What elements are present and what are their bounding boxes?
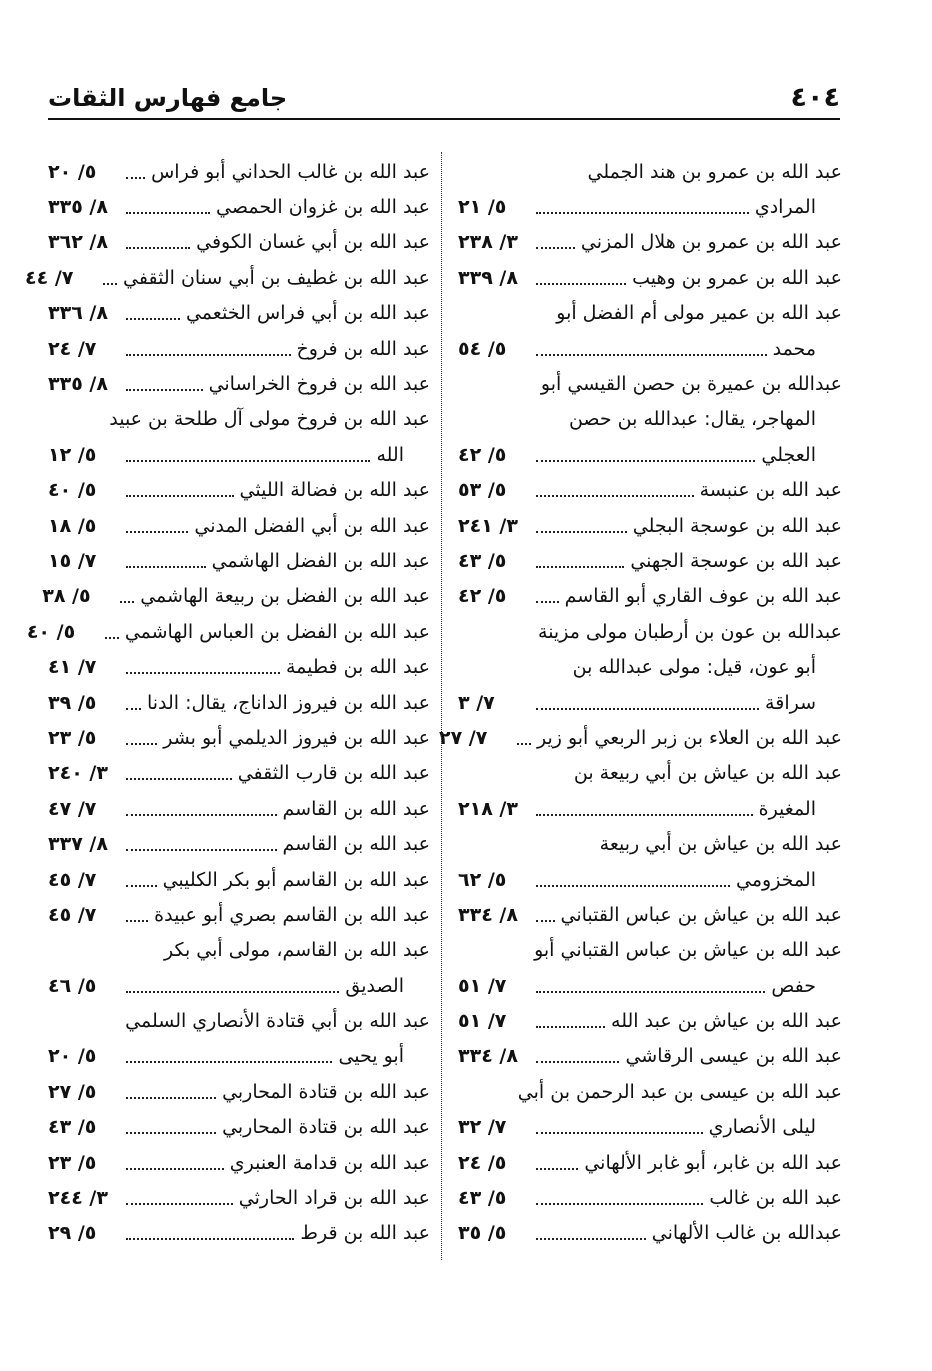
entry-line	[48, 1180, 430, 1215]
entry-name: عبد الله بن عمرو بن هند الجملي	[587, 160, 842, 183]
index-entry	[458, 579, 842, 614]
entry-reference: ٨/ ٣٣٧	[48, 833, 108, 856]
entry-line	[48, 685, 430, 720]
leader-dots	[536, 1168, 578, 1170]
leader-dots	[536, 212, 749, 214]
leader-dots	[126, 1238, 294, 1240]
entry-name: المخزومي	[736, 868, 816, 891]
index-entry	[48, 296, 430, 331]
entry-line	[458, 508, 842, 543]
entry-line	[458, 402, 842, 437]
entry-line	[48, 1110, 430, 1145]
index-entry	[458, 826, 842, 897]
entry-name: عبد الله بن فروخ الخراساني	[208, 373, 430, 396]
entry-line	[48, 437, 430, 472]
entry-line	[26, 614, 430, 649]
index-entry	[458, 508, 842, 543]
entry-line	[458, 685, 842, 720]
entry-line	[458, 1074, 842, 1109]
leader-dots	[126, 1061, 332, 1063]
entry-name: عبد الله بن عوسجة البجلي	[632, 514, 842, 537]
entry-line	[48, 473, 430, 508]
entry-line	[48, 189, 430, 224]
entry-reference: ٥/ ٢٧	[48, 1080, 97, 1103]
index-entry	[48, 331, 430, 366]
entry-reference: ٧/ ٣	[458, 691, 495, 714]
leader-dots	[536, 495, 694, 497]
index-entry	[48, 189, 430, 224]
entry-line	[42, 579, 430, 614]
entry-line	[458, 862, 842, 897]
entry-line	[48, 1003, 430, 1038]
index-entry	[458, 225, 842, 260]
entry-line	[48, 543, 430, 578]
entry-line	[458, 154, 842, 189]
entry-reference: ٥/ ٢٣	[48, 1151, 97, 1174]
index-entry	[48, 1110, 430, 1145]
entry-name: الله	[376, 443, 404, 466]
entry-line	[458, 437, 842, 472]
entry-name: سراقة	[765, 691, 816, 714]
leader-dots	[126, 460, 370, 462]
entry-name: عبد الله بن فيروز الداناج، يقال: الدنا	[146, 691, 430, 714]
entry-name: عبد الله بن عمير مولى أم الفضل أبو	[556, 302, 842, 325]
entry-name: عبد الله بن أبي الفضل المدني	[194, 514, 430, 537]
entry-reference: ٥/ ٣٨	[42, 585, 91, 608]
entry-line	[458, 614, 842, 649]
leader-dots	[126, 778, 232, 780]
entry-line	[458, 1180, 842, 1215]
leader-dots	[126, 531, 188, 533]
entry-line	[458, 1039, 842, 1074]
index-entry	[48, 826, 430, 861]
index-entry	[48, 756, 430, 791]
entry-line	[48, 968, 430, 1003]
index-entry	[458, 154, 842, 225]
index-entry	[458, 473, 842, 508]
entry-line	[25, 260, 430, 295]
entry-line	[458, 791, 842, 826]
entry-name: عبد الله بن قتادة المحاربي	[222, 1080, 430, 1103]
entry-name: الصديق	[345, 974, 404, 997]
entry-line	[48, 826, 430, 861]
entry-reference: ٥/ ٤٣	[458, 549, 507, 572]
leader-dots	[536, 531, 627, 533]
entry-line	[48, 1145, 430, 1180]
entry-reference: ٥/ ٢٤	[458, 1151, 507, 1174]
entry-line	[48, 756, 430, 791]
entry-line	[48, 791, 430, 826]
entry-line	[48, 649, 430, 684]
leader-dots	[536, 991, 765, 993]
entry-line	[458, 1110, 842, 1145]
entry-name: عبد الله بن غزوان الحمصي	[216, 196, 430, 219]
entry-reference: ٣/ ٢٤٤	[48, 1187, 108, 1210]
leader-dots	[517, 743, 531, 745]
entry-reference: ٨/ ٣٣٥	[48, 373, 108, 396]
entry-line	[458, 1003, 842, 1038]
entry-reference: ٨/ ٣٣٤	[458, 903, 518, 926]
entry-reference: ٥/ ٢٠	[48, 1045, 97, 1068]
leader-dots	[126, 566, 206, 568]
entry-line	[458, 826, 842, 861]
leader-dots	[120, 601, 134, 603]
entry-line	[48, 933, 430, 968]
entry-line	[48, 508, 430, 543]
entry-reference: ٥/ ٤٦	[48, 974, 97, 997]
leader-dots	[126, 247, 190, 249]
leader-dots	[536, 247, 575, 249]
entry-name: عبد الله بن الفضل بن العباس الهاشمي	[124, 620, 430, 643]
entry-line	[48, 1039, 430, 1074]
entry-reference: ٥/ ١٨	[48, 514, 97, 537]
entry-line	[48, 1074, 430, 1109]
entry-line	[458, 933, 842, 968]
page-header	[48, 78, 840, 120]
leader-dots	[126, 708, 141, 710]
index-entry	[458, 1074, 842, 1145]
leader-dots	[536, 1238, 646, 1240]
index-entry	[42, 579, 430, 614]
entry-name: عبد الله بن فطيمة	[285, 656, 430, 679]
entry-name: عبد الله بن غالب	[709, 1187, 842, 1210]
index-entry	[458, 1180, 842, 1215]
leader-dots	[126, 495, 234, 497]
entry-name: عبد الله بن غابر، أبو غابر الألهاني	[584, 1151, 842, 1174]
entry-line	[48, 1216, 430, 1251]
entry-name: عبد الله بن أبي قتادة الأنصاري السلمي	[125, 1010, 430, 1033]
leader-dots	[105, 637, 119, 639]
leader-dots	[126, 354, 291, 356]
entry-line	[438, 720, 842, 755]
index-entry	[25, 260, 430, 295]
entry-reference: ٨/ ٣٣٦	[48, 302, 108, 325]
entry-name: عبد الله بن عيسى بن عبد الرحمن بن أبي	[517, 1080, 842, 1103]
entry-reference: ٥/ ٣٩	[48, 691, 97, 714]
index-entry	[48, 402, 430, 473]
leader-dots	[126, 849, 277, 851]
entry-name: عبد الله بن أبي فراس الخثعمي	[185, 302, 430, 325]
entry-reference: ٥/ ٢١	[458, 196, 507, 219]
entry-reference: ٣/ ٢٤٠	[48, 762, 108, 785]
index-entry	[438, 720, 842, 755]
entry-name: عبد الله بن عمرو بن وهيب	[632, 266, 842, 289]
entry-reference: ٥/ ٢٣	[48, 726, 97, 749]
entry-line	[48, 225, 430, 260]
entry-name: عبد الله بن عوسجة الجهني	[630, 549, 842, 572]
leader-dots	[536, 566, 624, 568]
entry-name: أبو يحيى	[338, 1045, 404, 1068]
entry-line	[458, 1216, 842, 1251]
entry-line	[458, 331, 842, 366]
index-entry	[458, 1003, 842, 1038]
entry-name: عبد الله بن عمرو بن هلال المزني	[580, 231, 842, 254]
entry-name: عبد الله بن عياش بن عباس القتباني أبو	[534, 939, 842, 962]
index-entry	[48, 1145, 430, 1180]
leader-dots	[536, 708, 759, 710]
entry-name: عبد الله بن فضالة الليثي	[239, 479, 430, 502]
entry-line	[48, 862, 430, 897]
entry-line	[48, 720, 430, 755]
entry-reference: ٧/ ٤١	[48, 656, 97, 679]
index-entry	[48, 225, 430, 260]
index-entry	[48, 649, 430, 684]
leader-dots	[126, 318, 180, 320]
entry-name: عبدالله بن عون بن أرطبان مولى مزينة	[538, 620, 842, 643]
leader-dots	[536, 283, 626, 285]
index-entry	[458, 1039, 842, 1074]
entry-name: المهاجر، يقال: عبدالله بن حصن	[568, 408, 816, 431]
entry-reference: ٧/ ٤٧	[48, 797, 97, 820]
leader-dots	[536, 460, 755, 462]
entry-reference: ٥/ ٥٤	[458, 337, 507, 360]
entry-reference: ٧/ ٤٤	[25, 266, 74, 289]
entry-reference: ٥/ ٢٩	[48, 1222, 97, 1245]
entry-line	[458, 473, 842, 508]
index-entry	[48, 154, 430, 189]
index-entry	[458, 614, 842, 720]
entry-line	[458, 260, 842, 295]
entry-reference: ٥/ ٣٥	[458, 1222, 507, 1245]
leader-dots	[103, 283, 117, 285]
entry-name: ليلى الأنصاري	[708, 1116, 816, 1139]
entry-reference: ٧/ ١٥	[48, 549, 97, 572]
entry-name: عبدالله بن غالب الألهاني	[651, 1222, 842, 1245]
entry-reference: ٥/ ٤٢	[458, 585, 507, 608]
leader-dots	[536, 885, 730, 887]
entry-reference: ٧/ ٣٢	[458, 1116, 507, 1139]
column-divider	[441, 152, 442, 1260]
leader-dots	[126, 177, 145, 179]
entry-name: عبدالله بن عميرة بن حصن القيسي أبو	[540, 373, 842, 396]
entry-reference: ٣/ ٢١٨	[458, 797, 518, 820]
entry-reference: ٧/ ٢٧	[438, 726, 488, 749]
entry-line	[48, 897, 430, 932]
leader-dots	[536, 1203, 703, 1205]
entry-name: عبد الله بن قتادة المحاربي	[222, 1116, 430, 1139]
entry-name: العجلي	[761, 443, 816, 466]
leader-dots	[536, 601, 559, 603]
entry-name: عبد الله بن عياش بن عبد الله	[611, 1010, 842, 1033]
entry-reference: ٨/ ٣٦٢	[48, 231, 108, 254]
entry-reference: ٥/ ٤٠	[26, 620, 76, 643]
entry-reference: ٣/ ٢٤١	[458, 514, 518, 537]
entry-reference: ٨/ ٣٣٤	[458, 1045, 518, 1068]
leader-dots	[536, 1026, 605, 1028]
entry-name: عبد الله بن عياش بن عباس القتباني	[560, 903, 842, 926]
leader-dots	[126, 1097, 216, 1099]
entry-name: عبد الله بن القاسم	[282, 797, 430, 820]
entry-name: عبد الله بن قراد الحارثي	[238, 1187, 430, 1210]
entry-reference: ٥/ ٤٠	[48, 479, 97, 502]
index-entry	[48, 1074, 430, 1109]
entry-reference: ٣/ ٢٣٨	[458, 231, 518, 254]
index-entry	[458, 260, 842, 295]
index-entry	[48, 366, 430, 401]
leader-dots	[126, 672, 280, 674]
index-entry	[48, 862, 430, 897]
entry-reference: ٥/ ٤٣	[458, 1187, 507, 1210]
entry-name: المغيرة	[758, 797, 816, 820]
entry-name: عبد الله بن عياش بن أبي ربيعة بن	[573, 762, 842, 785]
entry-reference: ٥/ ١٢	[48, 443, 97, 466]
index-entry	[458, 1216, 842, 1251]
entry-reference: ٥/ ٥٣	[458, 479, 507, 502]
entry-line	[458, 543, 842, 578]
index-entry	[458, 543, 842, 578]
index-entry	[48, 508, 430, 543]
entry-reference: ٧/ ٢٤	[48, 337, 97, 360]
entry-name: عبد الله بن فروخ	[296, 337, 430, 360]
entry-reference: ٥/ ٤٢	[458, 443, 507, 466]
entry-name: عبد الله بن القاسم	[282, 833, 430, 856]
leader-dots	[126, 212, 210, 214]
index-entry	[458, 296, 842, 367]
leader-dots	[126, 1132, 216, 1134]
entry-name: عبد الله بن أبي غسان الكوفي	[196, 231, 430, 254]
entry-name: عبد الله بن قرط	[300, 1222, 430, 1245]
entry-reference: ٧/ ٤٥	[48, 903, 97, 926]
leader-dots	[126, 1203, 233, 1205]
entry-name: عبد الله بن عوف القاري أبو القاسم	[564, 585, 842, 608]
leader-dots	[536, 814, 753, 816]
entry-name: عبد الله بن عنبسة	[699, 479, 842, 502]
index-entry	[48, 933, 430, 1004]
entry-name: عبد الله بن العلاء بن زبر الربعي أبو زير	[536, 726, 842, 749]
index-entry	[26, 614, 430, 649]
leader-dots	[126, 814, 277, 816]
entry-reference: ٧/ ٤٥	[48, 868, 97, 891]
index-column-right	[438, 154, 842, 1251]
entry-line	[48, 296, 430, 331]
entry-name: عبد الله بن قارب الثقفي	[237, 762, 430, 785]
leader-dots	[126, 743, 157, 745]
entry-reference: ٨/ ٣٣٥	[48, 196, 108, 219]
leader-dots	[126, 920, 148, 922]
entry-line	[458, 366, 842, 401]
leader-dots	[126, 885, 157, 887]
leader-dots	[536, 354, 767, 356]
index-column-left	[25, 154, 430, 1251]
entry-name: عبد الله بن عياش بن أبي ربيعة	[599, 833, 842, 856]
entry-line	[458, 1145, 842, 1180]
index-entry	[48, 720, 430, 755]
entry-reference: ٧/ ٥١	[458, 974, 507, 997]
page-number: ٤٠٤	[790, 82, 840, 113]
entry-name: عبد الله بن قدامة العنبري	[229, 1151, 430, 1174]
leader-dots	[126, 991, 339, 993]
entry-name: عبد الله بن القاسم أبو بكر الكليبي	[162, 868, 430, 891]
index-entry	[48, 685, 430, 720]
entry-line	[48, 366, 430, 401]
entry-name: عبد الله بن غالب الحداني أبو فراس	[151, 160, 430, 183]
entry-name: عبد الله بن عيسى الرقاشي	[625, 1045, 842, 1068]
leader-dots	[536, 920, 555, 922]
entry-name: عبد الله بن فيروز الديلمي أبو بشر	[163, 726, 430, 749]
entry-line	[48, 331, 430, 366]
index-entry	[48, 1216, 430, 1251]
entry-line	[458, 968, 842, 1003]
index-entry	[48, 473, 430, 508]
entry-line	[458, 225, 842, 260]
index-entry	[48, 1003, 430, 1074]
index-entry	[458, 366, 842, 472]
entry-reference: ٧/ ٥١	[458, 1010, 507, 1033]
index-entry	[48, 791, 430, 826]
index-entry	[458, 756, 842, 827]
entry-line	[48, 154, 430, 189]
entry-name: عبد الله بن الفضل بن ربيعة الهاشمي	[140, 585, 430, 608]
entry-line	[48, 402, 430, 437]
entry-reference: ٥/ ٤٣	[48, 1116, 97, 1139]
entry-name: المرادي	[754, 196, 816, 219]
index-entry	[48, 543, 430, 578]
entry-name: عبد الله بن القاسم، مولى أبي بكر	[163, 939, 430, 962]
entry-reference: ٥/ ٢٠	[48, 160, 97, 183]
entry-name: عبد الله بن فروخ مولى آل طلحة بن عبيد	[109, 408, 430, 431]
entry-name: عبد الله بن الفضل الهاشمي	[211, 549, 430, 572]
entry-name: عبد الله بن غطيف بن أبي سنان الثقفي	[123, 266, 430, 289]
entry-line	[458, 649, 842, 684]
entry-line	[458, 756, 842, 791]
index-entry	[458, 933, 842, 1004]
entry-name: عبد الله بن القاسم بصري أبو عبيدة	[154, 903, 430, 926]
leader-dots	[536, 1061, 619, 1063]
index-entry	[48, 1180, 430, 1215]
index-entry	[458, 897, 842, 932]
entry-name: حفص	[771, 974, 816, 997]
leader-dots	[126, 389, 203, 391]
entry-name: محمد	[772, 337, 816, 360]
index-entry	[458, 1145, 842, 1180]
entry-line	[458, 296, 842, 331]
entry-line	[458, 579, 842, 614]
running-title: جامع فهارس الثقات	[48, 84, 288, 112]
entry-line	[458, 189, 842, 224]
leader-dots	[126, 1168, 224, 1170]
index-entry	[48, 897, 430, 932]
entry-line	[458, 897, 842, 932]
entry-name: أبو عون، قيل: مولى عبدالله بن	[572, 656, 816, 679]
entry-reference: ٥/ ٦٢	[458, 868, 507, 891]
entry-reference: ٨/ ٣٣٩	[458, 266, 518, 289]
leader-dots	[536, 1132, 703, 1134]
